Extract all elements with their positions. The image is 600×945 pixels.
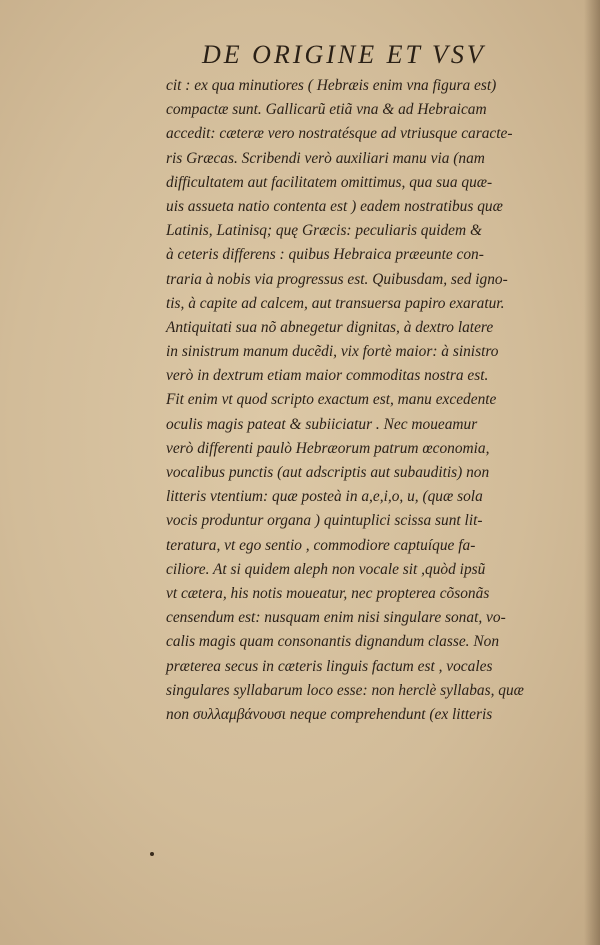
text-line: in sinistrum manum ducẽdi, vix fortè maior: à sinistro (166, 343, 499, 361)
text-line: à ceteris differens : quibus Hebraica præeunte con- (166, 246, 484, 264)
running-head: DE ORIGINE ET VSV (202, 40, 486, 69)
text-line: vocalibus punctis (aut adscriptis aut subauditis) non (166, 464, 490, 481)
text-line: præterea secus in cæteris linguis factum est , vocales (166, 657, 493, 675)
text-line: calis magis quam consonantis dignandum classe. Non (166, 633, 500, 651)
gutter-shadow (584, 0, 600, 945)
text-line: uis assueta natio contenta est ) eadem nostratibus quæ (166, 197, 503, 215)
text-line: traria à nobis via progressus est. Quibusdam, sed igno- (166, 270, 508, 288)
text-line: ris Græcas. Scribendi verò auxiliari manu via (nam (166, 149, 485, 167)
text-line: teratura, vt ego sentio , commodiore captuíque fa- (166, 536, 476, 554)
text-line: ciliore. At si quidem aleph non vocale sit ,quòd ipsũ (166, 560, 486, 578)
text-line: Latinis, Latinisq; quę Græcis: peculiaris quidem & (166, 222, 482, 240)
text-line: verò differenti paulò Hebræorum patrum œconomia, (166, 439, 490, 457)
text-line: accedit: cæteræ vero nostratésque ad vtriusque caracte- (166, 125, 513, 143)
ink-speck (150, 852, 154, 856)
text-line: vocis produntur organa ) quintuplici scissa sunt lit- (166, 512, 483, 530)
text-line: verò in dextrum etiam maior commoditas nostra est. (166, 367, 489, 385)
text-block (166, 74, 576, 727)
text-line: non συλλαμβάνουσι neque comprehendunt (ex litteris (166, 705, 493, 723)
text-line: vt cætera, his notis moueatur, nec propterea cõsonãs (166, 584, 490, 602)
text-line: oculis magis pateat & subiiciatur . Nec moueamur (166, 415, 478, 433)
text-line: litteris vtentium: quæ posteà in a,e,i,o, u, (quæ sola (166, 488, 483, 506)
text-line: Fit enim vt quod scripto exactum est, manu excedente (166, 391, 497, 409)
text-line: difficultatem aut facilitatem omittimus, qua sua quæ- (166, 173, 493, 191)
text-line: cit : ex qua minutiores ( Hebræis enim vna figura est) (166, 77, 497, 94)
text-line: Antiquitati sua nõ abnegetur dignitas, à dextro latere (166, 318, 494, 336)
text-line: singulares syllabarum loco esse: non herclè syllabas, quæ (166, 681, 524, 699)
text-line: censendum est: nusquam enim nisi singulare sonat, vo- (166, 609, 506, 627)
text-line: tis, à capite ad calcem, aut transuersa papiro exaratur. (166, 294, 505, 312)
text-line: compactæ sunt. Gallicarũ etiã vna & ad Hebraicam (166, 101, 487, 119)
